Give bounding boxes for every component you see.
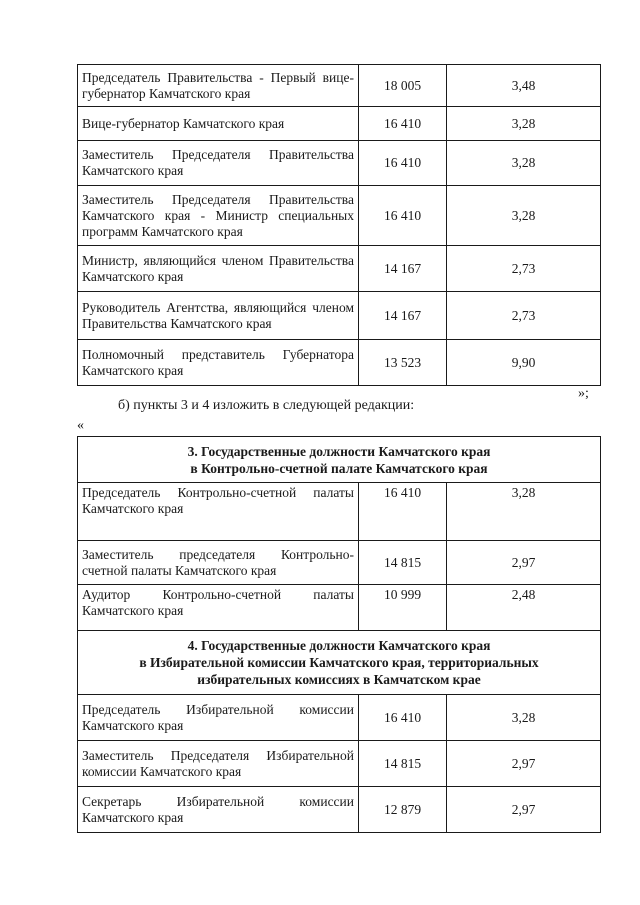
section-header bbox=[78, 631, 601, 695]
table-row bbox=[78, 483, 601, 541]
position-name: Полномочный представитель Губернатора Камчатского края bbox=[78, 340, 359, 386]
coefficient-value: 2,73 bbox=[447, 292, 601, 340]
section-title-line: 4. Государственные должности Камчатского края bbox=[187, 638, 491, 653]
section-title-line: в Избирательной комиссии Камчатского края, территориальных bbox=[139, 655, 539, 670]
closing-quote: »; bbox=[578, 386, 589, 401]
position-name: Председатель Избирательной комиссии Камчатского края bbox=[78, 695, 359, 741]
table-row bbox=[78, 541, 601, 585]
table-row bbox=[78, 246, 601, 292]
position-name: Аудитор Контрольно-счетной палаты Камчатского края bbox=[78, 585, 359, 631]
section-4-title bbox=[78, 631, 601, 695]
table-row bbox=[78, 292, 601, 340]
position-name: Председатель Контрольно-счетной палаты Камчатского края bbox=[78, 483, 359, 541]
position-name: Вице-губернатор Камчатского края bbox=[78, 107, 359, 141]
section-title-line: в Контрольно-счетной палате Камчатского края bbox=[190, 460, 488, 476]
coefficient-value: 2,48 bbox=[447, 585, 601, 631]
salary-value: 14 815 bbox=[359, 741, 447, 787]
salary-value: 12 879 bbox=[359, 787, 447, 833]
coefficient-value: 3,28 bbox=[447, 141, 601, 186]
position-name: Заместитель Председателя Избирательной комиссии Камчатского края bbox=[78, 741, 359, 787]
table-row bbox=[78, 695, 601, 741]
table-row bbox=[78, 585, 601, 631]
salary-value: 10 999 bbox=[359, 585, 447, 631]
salary-value: 16 410 bbox=[359, 107, 447, 141]
coefficient-value: 2,97 bbox=[447, 787, 601, 833]
position-name: Председатель Правительства - Первый вице-губернатор Камчатского края bbox=[78, 65, 359, 107]
amendment-paragraph: б) пункты 3 и 4 изложить в следующей редакции: bbox=[118, 398, 415, 413]
position-name: Министр, являющийся членом Правительства Камчатского края bbox=[78, 246, 359, 292]
salary-value: 14 167 bbox=[359, 246, 447, 292]
coefficient-value: 3,28 bbox=[447, 695, 601, 741]
salary-value: 13 523 bbox=[359, 340, 447, 386]
opening-quote: « bbox=[77, 418, 84, 433]
table-row bbox=[78, 787, 601, 833]
section-title-line: 3. Государственные должности Камчатского края bbox=[187, 443, 491, 459]
coefficient-value: 2,73 bbox=[447, 246, 601, 292]
coefficient-value: 2,97 bbox=[447, 541, 601, 585]
table-row bbox=[78, 141, 601, 186]
position-name: Руководитель Агентства, являющийся членом Правительства Камчатского края bbox=[78, 292, 359, 340]
table-row bbox=[78, 65, 601, 107]
salary-value: 14 815 bbox=[359, 541, 447, 585]
salary-value: 16 410 bbox=[359, 483, 447, 541]
table-row bbox=[78, 340, 601, 386]
coefficient-value: 3,28 bbox=[447, 483, 601, 541]
salary-value: 18 005 bbox=[359, 65, 447, 107]
positions-table-new bbox=[77, 436, 601, 833]
coefficient-value: 3,48 bbox=[447, 65, 601, 107]
coefficient-value: 9,90 bbox=[447, 340, 601, 386]
section-title-line: избирательных комиссиях в Камчатском крае bbox=[197, 672, 481, 687]
coefficient-value: 3,28 bbox=[447, 107, 601, 141]
position-name: Секретарь Избирательной комиссии Камчатского края bbox=[78, 787, 359, 833]
positions-table-continued bbox=[77, 64, 601, 386]
coefficient-value: 2,97 bbox=[447, 741, 601, 787]
section-3-title bbox=[78, 437, 601, 483]
salary-value: 16 410 bbox=[359, 695, 447, 741]
salary-value: 16 410 bbox=[359, 141, 447, 186]
table-row bbox=[78, 107, 601, 141]
table-row bbox=[78, 741, 601, 787]
position-name: Заместитель Председателя Правительства Камчатского края bbox=[78, 141, 359, 186]
section-header bbox=[78, 437, 601, 483]
salary-value: 16 410 bbox=[359, 186, 447, 246]
coefficient-value: 3,28 bbox=[447, 186, 601, 246]
position-name: Заместитель председателя Контрольно-счетной палаты Камчатского края bbox=[78, 541, 359, 585]
position-name: Заместитель Председателя Правительства Камчатского края - Министр специальных программ Камчатского края bbox=[78, 186, 359, 246]
salary-value: 14 167 bbox=[359, 292, 447, 340]
table-row bbox=[78, 186, 601, 246]
